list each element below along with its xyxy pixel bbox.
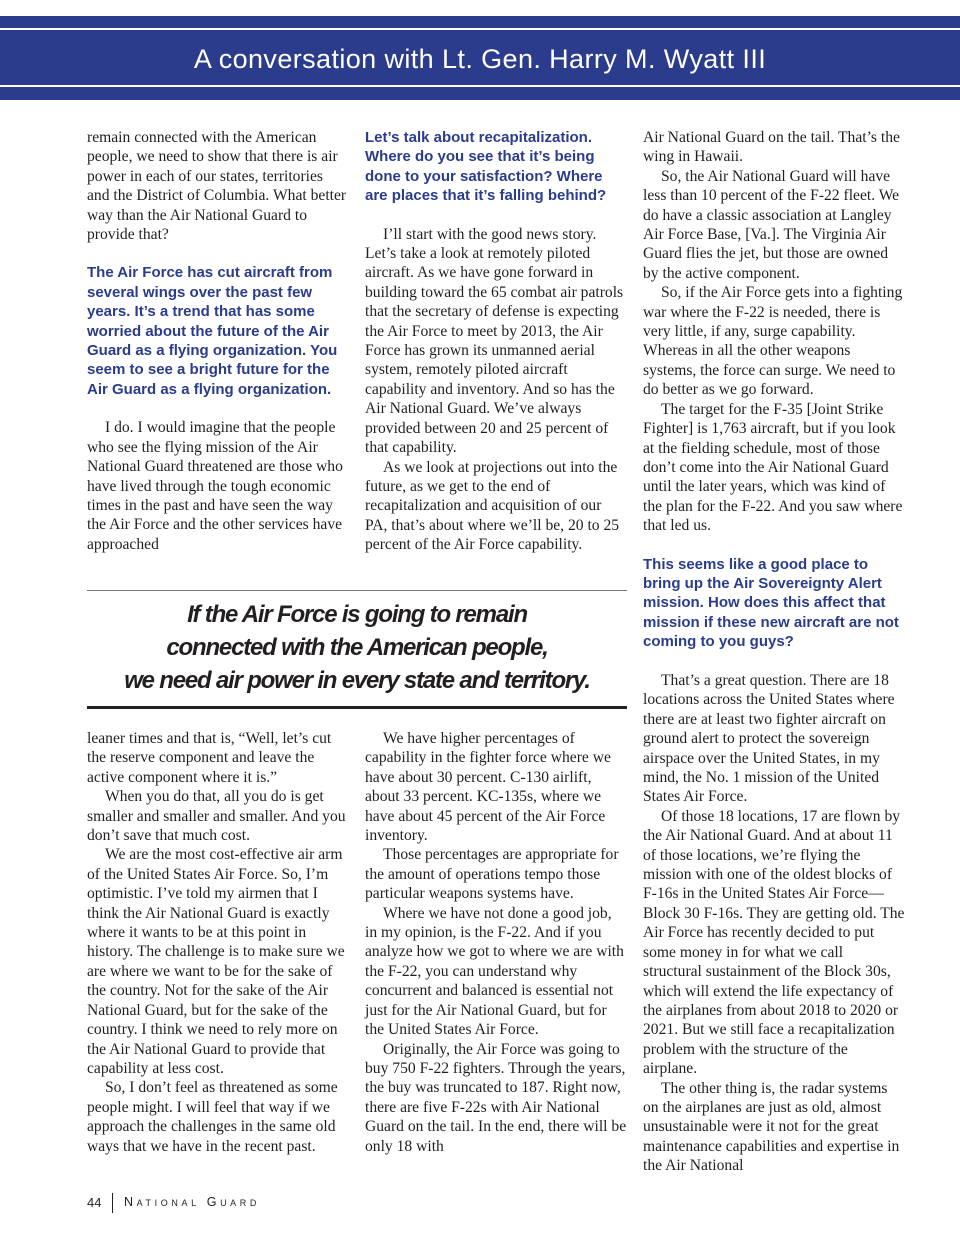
paragraph-gap (87, 244, 349, 263)
body-paragraph: When you do that, all you do is get smaller and smaller and smaller. And you don’t save that much cost. (87, 788, 346, 845)
pullquote-line: If the Air Force is going to remain (187, 601, 527, 628)
pullquote-rule-top (87, 590, 627, 591)
body-paragraph: So, the Air National Guard will have less than 10 percent of the F-22 fleet. We do have a classic association at Langley Air Force Base, [Va.]. The Virginia Air Guard flies the jet, but those are owned by the active component. (643, 167, 900, 282)
pullquote-line: connected with the American people, (166, 634, 548, 661)
body-paragraph: I do. I would imagine that the people who see the flying mission of the Air National Guard threatened are those who have lived through the tough economic times in the past and have seen the way the Air Force and the other services have approached (87, 419, 343, 553)
body-paragraph: The target for the F-35 [Joint Strike Fighter] is 1,763 aircraft, but if you look at the fielding schedule, most of those don’t come into the Air National Guard until the later years, which was kind of the plan for the F-22. And you saw where that led us. (643, 400, 903, 535)
page-number: 44 (87, 1195, 102, 1210)
article-title: A conversation with Lt. Gen. Harry M. Wyatt III (193, 44, 767, 74)
body-paragraph: We have higher percentages of capability in the fighter force where we have about 30 percent. C-130 airlift, about 33 percent. KC-135s, where we have about 45 percent of the Air Force inventory. (365, 730, 611, 845)
pullquote-line: we need air power in every state and territory. (124, 667, 590, 694)
paragraph-gap (643, 652, 905, 671)
body-paragraph: As we look at projections out into the future, as we get to the end of recapitalization and acquisition of our PA, that’s about where we’ll be, 20 to 25 percent of the Air Force capability. (365, 458, 620, 554)
banner-rule-top (0, 28, 960, 30)
header-banner (0, 16, 960, 100)
body-paragraph: Air National Guard on the tail. That’s the wing in Hawaii. (643, 129, 900, 166)
column-3 (643, 128, 905, 671)
body-paragraph: So, if the Air Force gets into a fighting war where the F-22 is needed, there is very little, if any, surge capability. Whereas in all the other weapons systems, the force can surge. We need to do better as we go forward. (643, 284, 903, 399)
interview-question: This seems like a good place to bring up the Air Sovereignty Alert mission. How does this affect that mission if these new aircraft are not coming to you guys? (643, 555, 899, 651)
column-1 (87, 128, 349, 554)
body-paragraph: The other thing is, the radar systems on the airplanes are just as old, almost unsustainable were it not for the great maintenance capabilities and expertise in the Air National (643, 1079, 900, 1175)
paragraph-gap (87, 399, 349, 418)
paragraph-gap (643, 536, 905, 555)
body-paragraph: leaner times and that is, “Well, let’s cut the reserve component and leave the active component where it is.” (87, 730, 332, 786)
footer-divider (112, 1193, 113, 1213)
column-2 (365, 128, 627, 555)
body-paragraph: I’ll start with the good news story. Let’s take a look at remotely piloted aircraft. As we have gone forward in building toward the 65 combat air patrols that the secretary of defense is expecting the Air Force to meet by 2013, the Air Force has grown its unmanned aerial system, remotely piloted aircraft capability and inventory. And so has the Air National Guard. We’ve always provided between 20 and 25 percent of that capability. (365, 225, 624, 457)
banner-rule-bottom (0, 85, 960, 87)
paragraph-gap (365, 206, 627, 225)
body-paragraph: Of those 18 locations, 17 are flown by the Air National Guard. And at about 11 of those locations, we’re flying the mission with one of the oldest blocks of F-16s in the United States Air Force—Block 30 F-16s. They are getting old. The Air Force has recently decided to put some money in for what we call structural sustainment of the Block 30s, which will extend the life expectancy of the airplanes from about 2018 to 2020 or 2021. But we still face a recapitalization problem with the structure of the airplane. (643, 807, 905, 1078)
magazine-name: National Guard (124, 1195, 260, 1209)
column-4 (87, 729, 349, 1156)
pullquote (87, 598, 627, 697)
interview-question: The Air Force has cut aircraft from several wings over the past few years. It’s a trend that has some worried about the future of the Air Guard as a flying organization. You seem to see a bright future for the Air Guard as a flying organization. (87, 264, 338, 398)
pullquote-rule-bottom (87, 706, 627, 709)
column-5 (365, 729, 627, 1156)
body-paragraph: We are the most cost-effective air arm of the United States Air Force. So, I’m optimistic. I’ve told my airmen that I think the Air National Guard is exactly where it wants to be at this point in history. The challenge is to make sure we are where we want to be for the sake of the country. Not for the sake of the Air National Guard, but for the sake of the country. I think we need to rely more on the Air National Guard to provide that capability at less cost. (87, 846, 345, 1077)
body-paragraph: That’s a great question. There are 18 locations across the United States where there are at least two fighter aircraft on ground alert to protect the sovereign airspace over the United States, in my mind, the No. 1 mission of the United States Air Force. (643, 672, 895, 806)
body-paragraph: Those percentages are appropriate for the amount of operations tempo those particular weapons systems have. (365, 846, 619, 903)
body-paragraph: Originally, the Air Force was going to buy 750 F-22 fighters. Through the years, the buy was truncated to 187. Right now, there are five F-22s with Air National Guard on the tail. In the end, there will be only 18 with (365, 1040, 627, 1155)
interview-question: Let’s talk about recapitalization. Where do you see that it’s being done to your satisfaction? Where are places that it’s falling behind? (365, 129, 607, 205)
body-paragraph: remain connected with the American people, we need to show that there is air power in each of our states, territories and the District of Columbia. What better way than the Air National Guard to provide that? (87, 129, 347, 244)
body-paragraph: Where we have not done a good job, in my opinion, is the F-22. And if you analyze how we got to where we are with the F-22, you can understand why concurrent and balanced is essential not just for the Air National Guard, but for the United States Air Force. (365, 904, 624, 1039)
body-paragraph: So, I don’t feel as threatened as some people might. I will feel that way if we approach the challenges in the same old ways that we have in the recent past. (87, 1079, 338, 1155)
column-6 (643, 671, 905, 1176)
